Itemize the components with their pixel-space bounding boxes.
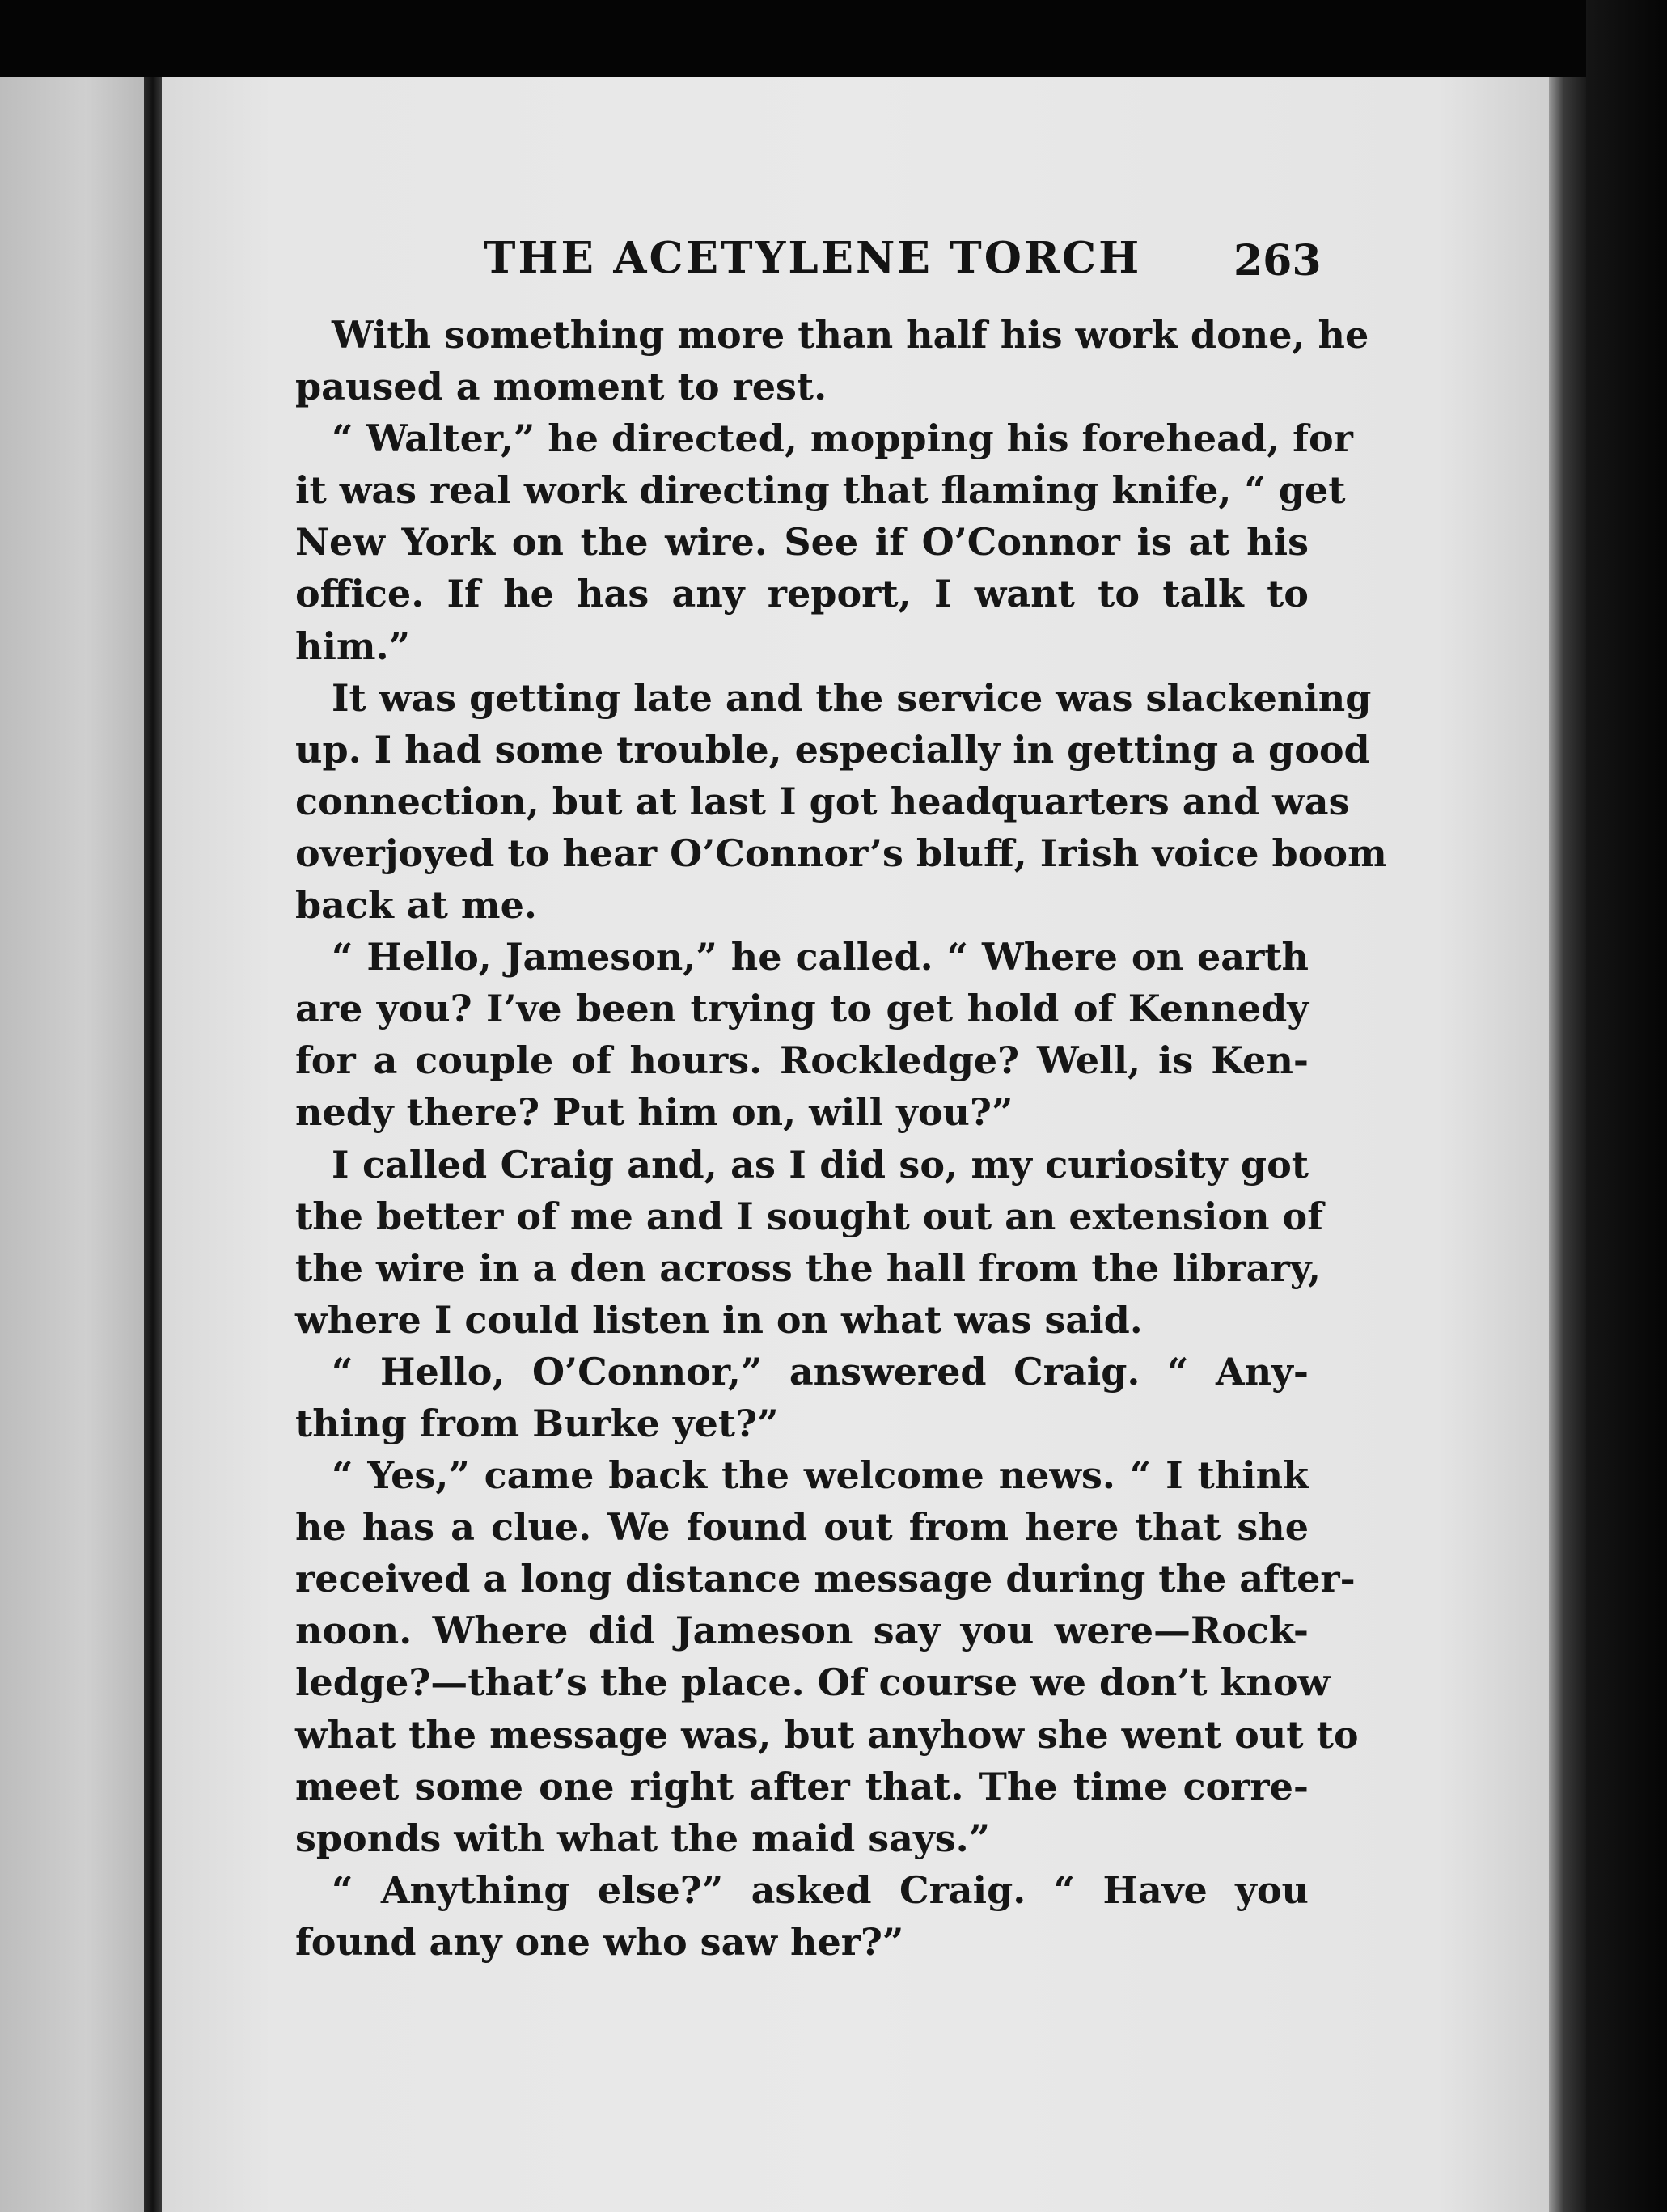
text-line: meet some one right after that. The time corre- [295, 1764, 1309, 1808]
text-line: are you? I’ve been trying to get hold of Kennedy [295, 987, 1309, 1031]
text-line: office. If he has any report, I want to talk to [295, 572, 1309, 616]
text-line: the better of me and I sought out an extension of [295, 1194, 1323, 1238]
text-line: he has a clue. We found out from here that she [295, 1505, 1309, 1550]
text-line: received a long distance message during the after- [295, 1557, 1356, 1601]
text-line: “ Walter,” he directed, mopping his forehead, for [332, 417, 1353, 461]
running-head: THE ACETYLENE TORCH [484, 233, 1142, 283]
text-line: him.” [295, 624, 411, 668]
text-line: overjoyed to hear O’Connor’s bluff, Irish voice boom [295, 831, 1387, 875]
text-line: New York on the wire. See if O’Connor is at his [295, 520, 1309, 565]
text-line: paused a moment to rest. [295, 365, 827, 409]
book-gutter [144, 77, 162, 2212]
facing-page-edge [0, 77, 144, 2212]
page-right-edge [1549, 77, 1586, 2212]
text-line: what the message was, but anyhow she went out to [295, 1712, 1359, 1757]
text-line: where I could listen in on what was said. [295, 1297, 1143, 1342]
scanner-bed-top [0, 0, 1667, 77]
text-line: thing from Burke yet?” [295, 1401, 779, 1445]
text-line: sponds with what the maid says.” [295, 1816, 991, 1860]
text-line: connection, but at last I got headquarters and was [295, 779, 1350, 823]
text-line: for a couple of hours. Rockledge? Well, is Ken- [295, 1038, 1309, 1083]
text-line: up. I had some trouble, especially in getting a good [295, 727, 1370, 772]
scanner-bed-right [1586, 0, 1667, 2212]
text-line: ledge?—that’s the place. Of course we don’t know [295, 1660, 1331, 1705]
text-line: “ Hello, Jameson,” he called. “ Where on earth [332, 935, 1309, 979]
text-line: I called Craig and, as I did so, my curiosity got [332, 1142, 1309, 1186]
text-line: “ Hello, O’Connor,” answered Craig. “ Any- [332, 1349, 1309, 1394]
text-line: noon. Where did Jameson say you were—Rock- [295, 1609, 1309, 1653]
text-line: the wire in a den across the hall from the library, [295, 1246, 1322, 1290]
text-line: “ Anything else?” asked Craig. “ Have you [332, 1867, 1309, 1912]
text-line: back at me. [295, 883, 537, 928]
page-number: 263 [1233, 236, 1322, 285]
text-line: found any one who saw her?” [295, 1919, 904, 1964]
text-line: “ Yes,” came back the welcome news. “ I think [332, 1453, 1309, 1498]
body-text [295, 309, 1387, 1968]
text-line: With something more than half his work done, he [332, 313, 1369, 357]
text-line: nedy there? Put him on, will you?” [295, 1090, 1013, 1135]
text-line: It was getting late and the service was slackening [332, 675, 1372, 720]
text-line: it was real work directing that flaming knife, “ get [295, 468, 1346, 513]
